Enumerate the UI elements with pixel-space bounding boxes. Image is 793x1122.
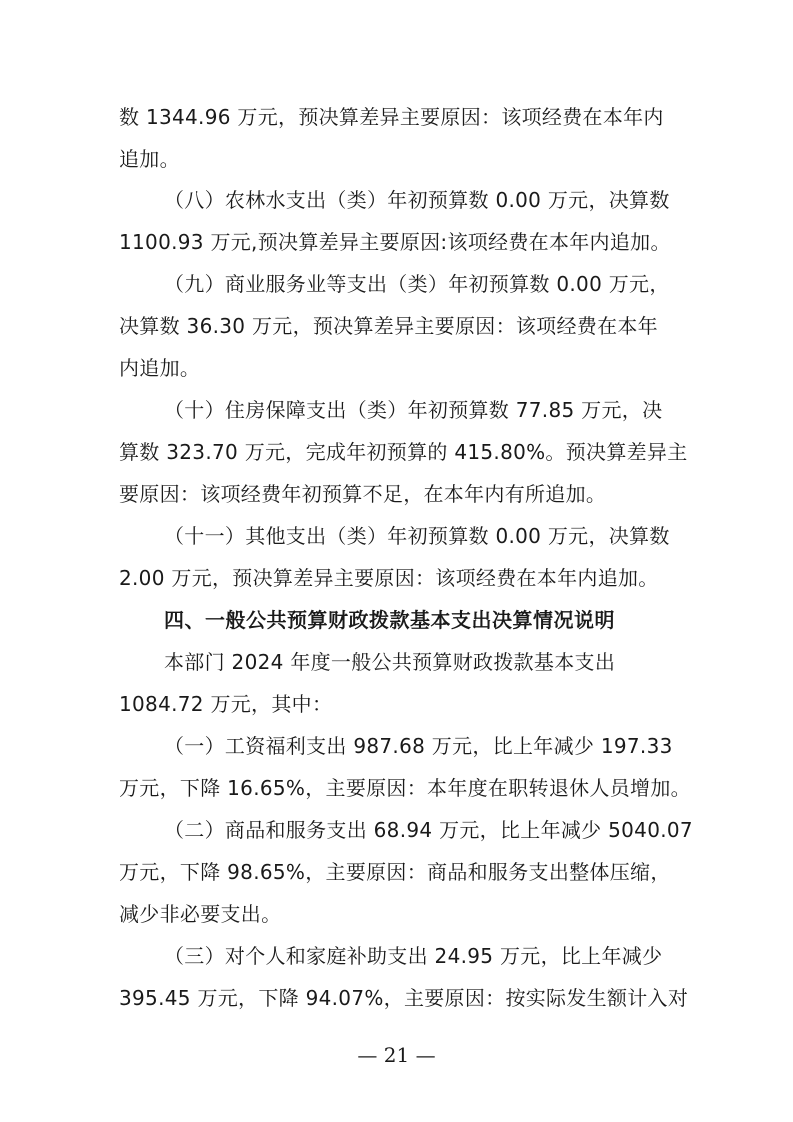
- paragraph-intro: 本部门 2024 年度一般公共预算财政拨款基本支出: [164, 650, 616, 674]
- paragraph-housing: （十）住房保障支出（类）年初预算数 77.85 万元，决: [164, 398, 663, 422]
- section-heading: 四、一般公共预算财政拨款基本支出决算情况说明: [164, 608, 615, 632]
- paragraph-agriculture: （八）农林水支出（类）年初预算数 0.00 万元，决算数: [164, 188, 670, 212]
- body-line: 要原因：该项经费年初预算不足，在本年内有所追加。: [119, 482, 607, 506]
- paragraph-commerce: （九）商业服务业等支出（类）年初预算数 0.00 万元，: [164, 272, 670, 296]
- body-line: 决算数 36.30 万元，预决算差异主要原因：该项经费在本年: [119, 314, 658, 338]
- body-line: 万元，下降 16.65%，主要原因：本年度在职转退休人员增加。: [119, 776, 691, 800]
- paragraph-goods-services: （二）商品和服务支出 68.94 万元，比上年减少 5040.07: [164, 818, 693, 842]
- body-line: 万元，下降 98.65%，主要原因：商品和服务支出整体压缩，: [119, 860, 671, 884]
- body-line: 算数 323.70 万元，完成年初预算的 415.80%。预决算差异主: [119, 440, 688, 464]
- body-line: 1084.72 万元，其中：: [119, 692, 333, 716]
- body-line: 数 1344.96 万元，预决算差异主要原因：该项经费在本年内: [119, 105, 664, 129]
- page-number: — 21 —: [357, 1043, 436, 1067]
- paragraph-other: （十一）其他支出（类）年初预算数 0.00 万元，决算数: [164, 524, 670, 548]
- body-line: 1100.93 万元,预决算差异主要原因:该项经费在本年内追加。: [119, 230, 671, 254]
- body-line: 内追加。: [119, 356, 201, 380]
- paragraph-wages: （一）工资福利支出 987.68 万元，比上年减少 197.33: [164, 734, 673, 758]
- body-line: 2.00 万元，预决算差异主要原因：该项经费在本年内追加。: [119, 566, 659, 590]
- paragraph-subsidies: （三）对个人和家庭补助支出 24.95 万元，比上年减少: [164, 944, 663, 968]
- body-line: 减少非必要支出。: [119, 902, 282, 926]
- body-line: 追加。: [119, 147, 180, 171]
- body-line: 395.45 万元，下降 94.07%，主要原因：按实际发生额计入对: [119, 986, 689, 1010]
